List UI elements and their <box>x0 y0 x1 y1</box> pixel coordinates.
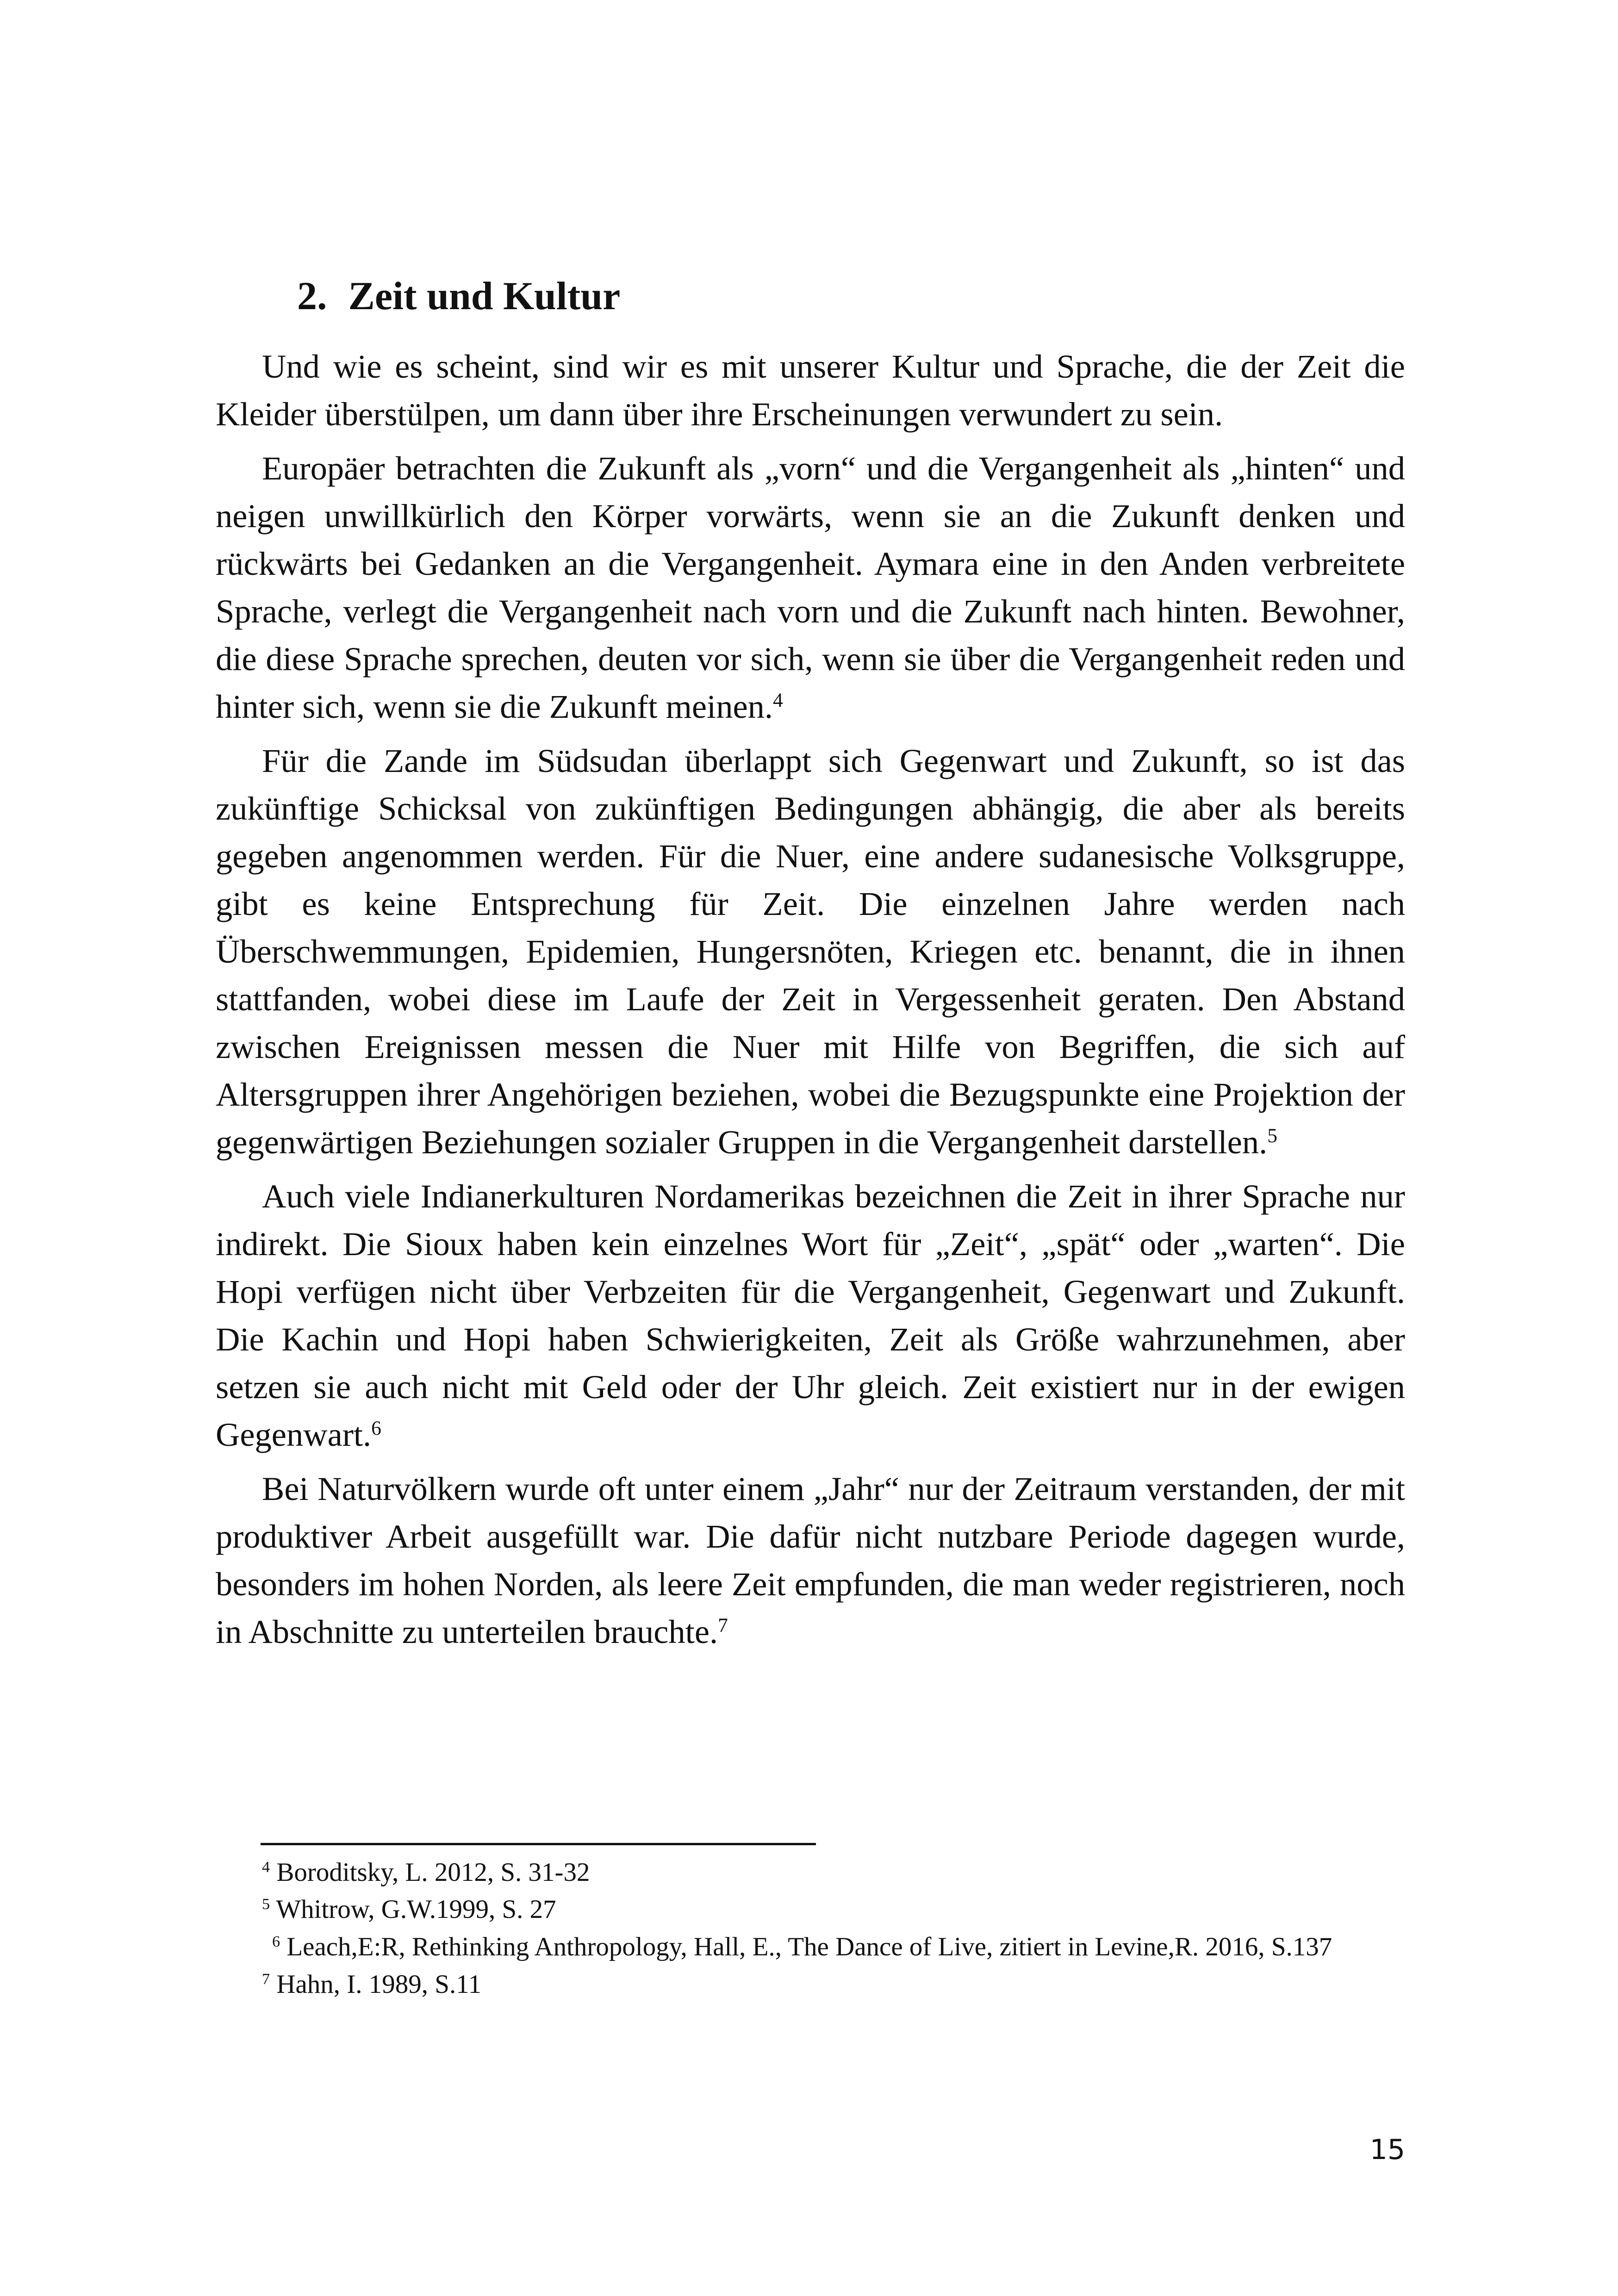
footnote-marker: 7 <box>718 1614 728 1637</box>
section-heading <box>297 270 620 321</box>
footnote-marker: 5 <box>1267 1125 1277 1147</box>
document-page <box>216 0 1405 2296</box>
footnote-text: Boroditsky, L. 2012, S. 31-32 <box>276 1858 590 1887</box>
paragraph-intro <box>216 342 1405 438</box>
footnote-item <box>262 1891 1405 1928</box>
paragraph-text: Europäer betrachten die Zukunft als „vorn“ und die Vergangenheit als „hinten“ und neigen unwillkürlich den Körper vorwärts, wenn sie an die Zukunft denken und rückwärts bei Gedanken an die Vergangenheit. Aymara eine in den Anden verbreitete Sprache, verlegt die Vergangenheit nach vorn und die Zukunft nach hinten. Bewohner, die diese Sprache sprechen, deuten vor sich, wenn sie über die Vergangenheit reden und hinter sich, wenn sie die Zukunft meinen. <box>216 449 1405 725</box>
footnote-number: 6 <box>272 1933 280 1951</box>
footnote-text: Whitrow, G.W.1999, S. 27 <box>276 1895 556 1924</box>
footnote-number: 4 <box>262 1859 270 1876</box>
footnote-item <box>262 1966 1405 2003</box>
footnotes <box>262 1854 1405 2003</box>
footnote-item <box>262 1854 1405 1891</box>
footnote-item <box>262 1928 1405 1966</box>
paragraph-text: Auch viele Indianerkulturen Nordamerikas bezeichnen die Zeit in ihrer Sprache nur indirekt. Die Sioux haben kein einzelnes Wort für „Zeit“, „spät“ oder „warten“. Die Hopi verfügen nicht über Verbzeiten für die Vergangenheit, Gegenwart und Zukunft. Die Kachin und Hopi haben Schwierigkeiten, Zeit als Größe wahrzunehmen, aber setzen sie auch nicht mit Geld oder der Uhr gleich. Zeit existiert nur in der ewigen Gegenwart. <box>216 1177 1405 1453</box>
paragraph-text: Für die Zande im Südsudan überlappt sich Gegenwart und Zukunft, so ist das zukünftige Schicksal von zukünftigen Bedingungen abhängig, die aber als bereits gegeben angenommen werden. Für die Nuer, eine andere sudanesische Volksgruppe, gibt es keine Entsprechung für Zeit. Die einzelnen Jahre werden nach Überschwemmungen, Epidemien, Hungersnöten, Kriegen etc. benannt, die in ihnen stattfanden, wobei diese im Laufe der Zeit in Vergessenheit geraten. Den Abstand zwischen Ereignissen messen die Nuer mit Hilfe von Begriffen, die sich auf Altersgruppen ihrer Angehörigen beziehen, wobei die Bezugspunkte eine Projektion der gegenwärtigen Beziehungen sozialer Gruppen in die Vergangenheit darstellen. <box>216 742 1405 1161</box>
footnote-text: Hahn, I. 1989, S.11 <box>276 1970 482 1999</box>
paragraph-zande-nuer <box>216 737 1405 1166</box>
paragraph-north-america <box>216 1172 1405 1458</box>
paragraph-europe-aymara <box>216 444 1405 730</box>
footnote-number: 7 <box>262 1971 270 1988</box>
section-title: Zeit und Kultur <box>348 274 621 318</box>
footnote-separator <box>261 1843 816 1845</box>
paragraph-naturvoelker <box>216 1465 1405 1655</box>
paragraph-text: Bei Naturvölkern wurde oft unter einem „Jahr“ nur der Zeitraum verstanden, der mit produktiver Arbeit ausgefüllt war. Die dafür nicht nutzbare Periode dagegen wurde, besonders im hohen Norden, als leere Zeit empfunden, die man weder registrieren, noch in Abschnitte zu unterteilen brauchte. <box>216 1470 1405 1650</box>
body-text <box>216 342 1405 1662</box>
footnote-marker: 6 <box>371 1417 381 1440</box>
section-number: 2. <box>297 274 327 318</box>
page-number: 15 <box>1369 2134 1405 2166</box>
footnote-text: Leach,E:R, Rethinking Anthropology, Hall, E., The Dance of Live, zitiert in Levine,R. 2016, S.137 <box>286 1932 1332 1961</box>
footnote-marker: 4 <box>773 689 783 712</box>
footnote-number: 5 <box>262 1896 270 1913</box>
paragraph-text: Und wie es scheint, sind wir es mit unserer Kultur und Sprache, die der Zeit die Kleider überstülpen, um dann über ihre Erscheinungen verwundert zu sein. <box>216 348 1405 433</box>
